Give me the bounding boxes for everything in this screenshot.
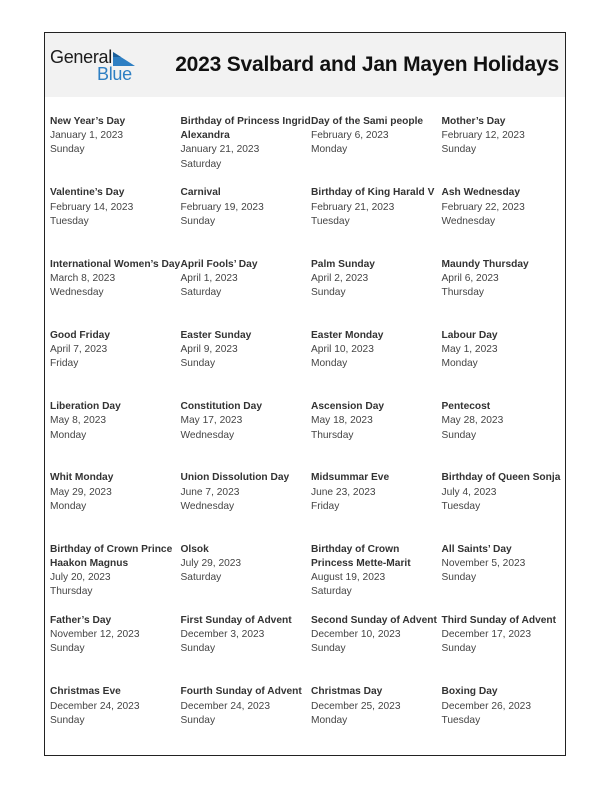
holiday-entry: [442, 258, 563, 329]
holiday-date: May 17, 2023: [180, 415, 243, 427]
holiday-day: Sunday: [441, 429, 477, 441]
holiday-date: December 17, 2023: [441, 629, 531, 641]
holiday-entry: [50, 685, 181, 756]
holiday-entry: [181, 543, 312, 614]
holiday-date: August 19, 2023: [311, 572, 386, 584]
holiday-name: Liberation Day: [50, 401, 121, 413]
holiday-day: Saturday: [311, 586, 352, 598]
holiday-day: Saturday: [180, 572, 222, 584]
holiday-day: Sunday: [180, 643, 216, 655]
holiday-entry: [181, 115, 312, 186]
holiday-name: Birthday of Crown Prince Haakon Magnus: [50, 543, 173, 569]
holiday-day: Monday: [311, 714, 348, 726]
holiday-day: Sunday: [441, 643, 477, 655]
holiday-day: Friday: [50, 358, 79, 370]
holiday-entry: [442, 115, 563, 186]
holiday-entry: [442, 329, 563, 400]
holiday-name: Mother’s Day: [441, 116, 506, 127]
holiday-date: June 23, 2023: [311, 486, 376, 498]
holiday-entry: [181, 186, 312, 257]
holiday-date: December 24, 2023: [180, 700, 270, 712]
holiday-entry: [181, 258, 312, 329]
holiday-name: Constitution Day: [180, 401, 262, 413]
holiday-entry: [311, 471, 442, 542]
holiday-date: January 21, 2023: [180, 144, 260, 156]
holiday-entry: [442, 685, 563, 756]
holiday-day: Wednesday: [180, 429, 235, 441]
holiday-date: June 7, 2023: [180, 486, 240, 498]
holiday-date: January 1, 2023: [50, 130, 124, 142]
holiday-entry: [311, 400, 442, 471]
holiday-day: Tuesday: [441, 714, 481, 726]
holiday-entry: [442, 614, 563, 685]
holiday-name: Whit Monday: [50, 472, 114, 484]
holiday-entry: [50, 471, 181, 542]
holiday-day: Monday: [50, 429, 87, 441]
holiday-entry: [311, 614, 442, 685]
holiday-date: February 6, 2023: [311, 130, 389, 142]
holiday-date: February 21, 2023: [311, 201, 395, 213]
holiday-entry: [311, 543, 442, 614]
holiday-day: Thursday: [50, 586, 93, 598]
holiday-date: May 28, 2023: [441, 415, 504, 427]
holiday-name: Pentecost: [441, 401, 491, 413]
holiday-date: April 6, 2023: [441, 272, 499, 284]
holiday-day: Monday: [441, 358, 478, 370]
holiday-name: Olsok: [180, 543, 209, 555]
holiday-day: Saturday: [180, 158, 222, 170]
holiday-date: May 1, 2023: [441, 344, 498, 356]
holiday-date: December 10, 2023: [311, 629, 401, 641]
logo-text-general: General: [50, 47, 112, 67]
holiday-name: First Sunday of Advent: [180, 615, 292, 627]
holiday-date: February 12, 2023: [441, 130, 525, 142]
holiday-entry: [311, 329, 442, 400]
holiday-date: February 19, 2023: [180, 201, 264, 213]
holiday-day: Sunday: [311, 287, 346, 298]
holiday-entry: [311, 115, 442, 186]
holiday-entry: [50, 115, 181, 186]
holiday-day: Monday: [50, 500, 87, 512]
holiday-date: April 9, 2023: [180, 344, 238, 356]
holiday-name: Birthday of Crown Princess Mette-Marit: [311, 543, 411, 569]
holiday-day: Wednesday: [441, 215, 496, 227]
holiday-date: July 20, 2023: [50, 572, 111, 584]
holiday-day: Friday: [311, 500, 340, 512]
holiday-date: December 24, 2023: [50, 700, 140, 712]
holiday-date: April 2, 2023: [311, 272, 369, 284]
holiday-entry: [442, 543, 563, 614]
holiday-name: Father’s Day: [50, 615, 112, 627]
holiday-name: All Saints’ Day: [441, 543, 512, 555]
holiday-day: Monday: [311, 144, 348, 156]
holiday-name: Birthday of Queen Sonja: [441, 472, 561, 484]
holiday-day: Sunday: [50, 714, 85, 726]
holiday-day: Tuesday: [311, 215, 350, 227]
holiday-day: Sunday: [180, 358, 216, 370]
holiday-day: Sunday: [180, 215, 216, 227]
holiday-date: July 4, 2023: [441, 486, 497, 498]
holiday-name: New Year’s Day: [50, 116, 126, 127]
page-frame: [44, 32, 566, 756]
holiday-day: Sunday: [441, 144, 477, 156]
holiday-entry: [50, 329, 181, 400]
holiday-entry: [311, 685, 442, 756]
holiday-date: December 3, 2023: [180, 629, 265, 641]
holiday-name: Easter Monday: [311, 329, 384, 341]
holiday-date: March 8, 2023: [50, 272, 116, 284]
holiday-name: Third Sunday of Advent: [441, 615, 557, 627]
holiday-day: Wednesday: [50, 287, 104, 298]
holiday-day: Saturday: [180, 287, 222, 298]
holiday-entry: [181, 614, 312, 685]
header: [45, 33, 565, 97]
holiday-entry: [50, 400, 181, 471]
holiday-entry: [311, 258, 442, 329]
holiday-name: Valentine’s Day: [50, 187, 125, 199]
holiday-entry: [311, 186, 442, 257]
holiday-name: Labour Day: [441, 329, 498, 341]
holiday-day: Monday: [311, 358, 348, 370]
holiday-entry: [50, 258, 181, 329]
holiday-day: Wednesday: [180, 500, 235, 512]
holiday-name: International Women’s Day: [50, 258, 181, 270]
holiday-entry: [181, 400, 312, 471]
holiday-entry: [50, 614, 181, 685]
logo-text-blue: Blue: [97, 64, 132, 84]
holiday-day: Thursday: [441, 287, 484, 298]
holiday-entry: [50, 186, 181, 257]
holiday-name: Second Sunday of Advent: [311, 615, 437, 627]
holiday-date: April 10, 2023: [311, 344, 374, 356]
holiday-grid: [50, 115, 562, 757]
holiday-name: Christmas Day: [311, 686, 383, 698]
holiday-date: December 25, 2023: [311, 700, 401, 712]
holiday-date: February 14, 2023: [50, 201, 134, 213]
holiday-entry: [181, 471, 312, 542]
holiday-date: November 12, 2023: [50, 629, 140, 641]
holiday-name: April Fools’ Day: [180, 258, 258, 270]
holiday-date: May 8, 2023: [50, 415, 107, 427]
holiday-name: Christmas Eve: [50, 686, 121, 698]
holiday-entry: [181, 329, 312, 400]
holiday-name: Boxing Day: [441, 686, 498, 698]
holiday-name: Carnival: [180, 187, 221, 199]
holiday-name: Day of the Sami people: [311, 116, 424, 127]
holiday-name: Ash Wednesday: [441, 187, 521, 199]
holiday-entry: [50, 543, 181, 614]
holiday-day: Sunday: [441, 572, 477, 584]
holiday-date: July 29, 2023: [180, 557, 242, 569]
holiday-name: Maundy Thursday: [441, 258, 529, 270]
holiday-date: April 7, 2023: [50, 344, 108, 356]
holiday-entry: [442, 471, 563, 542]
holiday-entry: [181, 685, 312, 756]
holiday-name: Fourth Sunday of Advent: [180, 686, 302, 698]
holiday-date: April 1, 2023: [180, 272, 238, 284]
holiday-day: Sunday: [50, 144, 85, 156]
holiday-day: Tuesday: [50, 215, 89, 227]
holiday-date: December 26, 2023: [441, 700, 531, 712]
holiday-day: Sunday: [311, 643, 346, 655]
holiday-entry: [442, 186, 563, 257]
generalblue-logo[interactable]: [50, 47, 140, 87]
holiday-entry: [442, 400, 563, 471]
holiday-name: Birthday of King Harald V: [311, 187, 435, 199]
holiday-day: Sunday: [50, 643, 85, 655]
holiday-name: Good Friday: [50, 329, 110, 341]
holiday-date: May 18, 2023: [311, 415, 373, 427]
holiday-day: Tuesday: [441, 500, 481, 512]
holiday-date: May 29, 2023: [50, 486, 112, 498]
holiday-date: November 5, 2023: [441, 557, 526, 569]
holiday-date: February 22, 2023: [441, 201, 525, 213]
holiday-name: Easter Sunday: [180, 329, 252, 341]
holiday-name: Ascension Day: [311, 401, 385, 413]
holiday-day: Sunday: [180, 714, 216, 726]
holiday-name: Palm Sunday: [311, 258, 375, 270]
page-title: 2023 Svalbard and Jan Mayen Holidays: [175, 53, 559, 76]
holiday-name: Union Dissolution Day: [180, 472, 290, 484]
holiday-name: Midsummar Eve: [311, 472, 390, 484]
holiday-day: Thursday: [311, 429, 354, 441]
holiday-name: Birthday of Princess Ingrid Alexandra: [180, 116, 311, 142]
